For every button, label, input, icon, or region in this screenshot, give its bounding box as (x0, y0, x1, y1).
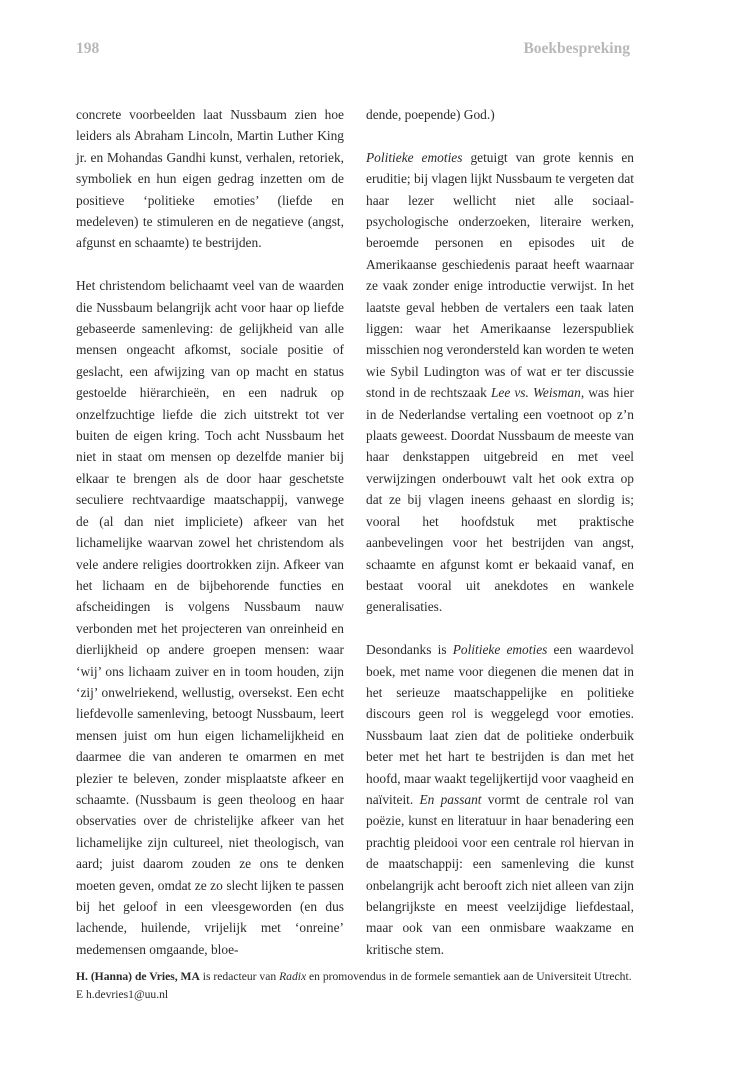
paragraph (366, 639, 634, 960)
text-span: is redacteur van (199, 970, 280, 983)
text-span: en promovendus in de formele semantiek aan de Universiteit Utrecht. E h.devries1@uu.nl (76, 970, 632, 1001)
case-title: Lee vs. Weisman (490, 385, 581, 401)
magazine-name: Radix (279, 970, 307, 983)
left-column (76, 104, 344, 960)
paragraph: dende, poepende) God.) (366, 107, 495, 122)
text-span: getuigt van grote kennis en eruditie; bij vlagen lijkt Nussbaum te vergeten dat haar lezer wellicht niet alle sociaal-psychologische onderzoeken, literaire werken, beroemde personen en episodes uit de Amerikaanse geschiedenis paraat heeft waarnaar ze vaak zonder enige introductie verwijst. In het laatste geval hebben de vertalers een taak laten liggen: waar het Amerikaanse lezerspubliek misschien nog verondersteld kan worden te weten wie Sybil Ludington was of wat er ter discussie stond in de rechtszaak (366, 149, 634, 401)
book-title: Politieke emoties (366, 149, 463, 165)
text-span: , was hier in de Nederlandse vertaling een voetnoot op z’n plaats geweest. Doordat Nussbaum de meeste van haar denkstappen uitgebreid en met veel verwijzingen onderbouwt valt het ook extra op dat ze bij vlagen ineens gehaast en slordig is; vooral het hoofdstuk met praktische aanbevelingen voor het bestrijden van angst, schaamte en afgunst komt er bekaaid vanaf, en bestaat vooral uit anekdotes en wankele generalisaties. (366, 385, 634, 615)
text-span: vormt de centrale rol van poëzie, kunst en literatuur in haar benadering een prachtig pleidooi voor een centrale rol hiervan in de maatschappij: een samenleving die kunst onbelangrijk acht berooft zich niet alleen van zijn belangrijkste en meest veelzijdige liefdestaal, maar ook van een onmisbare waakzame en kritische stem. (366, 791, 634, 957)
page-header (76, 40, 630, 64)
author-note (76, 968, 638, 1004)
text-span: Desondanks is (366, 642, 453, 658)
author-name: H. (Hanna) de Vries, MA (76, 970, 200, 983)
book-title: Politieke emoties (452, 642, 548, 658)
paragraph: concrete voorbeelden laat Nussbaum zien hoe leiders als Abraham Lincoln, Martin Luther King jr. en Mohandas Gandhi kunst, verhalen, retoriek, symboliek en hun eigen gedrag inzetten om de positieve ‘politieke emoties’ (liefde en medeleven) te stimuleren en de negatieve (angst, afgunst en schaamte) te bestrijden. (76, 107, 344, 251)
en-passant: En passant (419, 791, 482, 807)
paragraph: Het christendom belichaamt veel van de waarden die Nussbaum belangrijk acht voor haar op liefde gebaseerde samenleving: de gelijkheid van alle mensen ongeacht afkomst, sociale positie of geslacht, een afwijzing van op macht en status gestoelde hiërarchieën, en een nadruk op onzelfzuchtige liefde die zich uitstrekt tot ver buiten de eigen kring. Toch acht Nussbaum het niet in staat om mensen op dezelfde manier bij elkaar te brengen als de door haar geschetste seculiere rechtvaardige maatschappij, vanwege de (al dan niet impliciete) afkeer van het lichamelijke waarvan zowel het christendom als vele andere religies doortrokken zijn. Afkeer van het lichaam en de bijbehorende functies en afscheidingen is volgens Nussbaum nauw verbonden met het projecteren van onreinheid en dierlijkheid op andere groepen mensen: waar ‘wij’ ons lichaam zuiver en in toom houden, zijn ‘zij’ onwelriekend, wellustig, oversekst. Een echt liefdevolle samenleving, betoogt Nussbaum, leert mensen juist om hun eigen lichamelijkheid en daarmee die van anderen te omarmen en met plezier te beleven, zonder misplaatste afkeer en schaamte. (Nussbaum is geen theoloog en haar observaties over de christelijke afkeer van het lichamelijke zijn cultureel, niet theologisch, van aard; juist daarom zouden ze ons te denken moeten geven, omdat ze zo slecht lijken te passen bij het geloof in een vleesgeworden (en dus lachende, huilende, vrijelijk met ‘onreine’ medemensen omgaande, bloe- (76, 278, 344, 957)
running-title: Boekbespreking (523, 40, 630, 57)
page-number: 198 (76, 40, 100, 57)
text-span: een waardevol boek, met name voor diegenen die menen dat in het serieuze maatschappelijke en politieke discours geen rol is weggelegd voor emoties. Nussbaum laat zien dat de politieke onderbuik beter met het hart te bestrijden is dan met het hoofd, maar waakt tegelijkertijd voor vaagheid en naïviteit. (366, 642, 635, 807)
paragraph (366, 147, 634, 618)
right-column (366, 104, 634, 960)
